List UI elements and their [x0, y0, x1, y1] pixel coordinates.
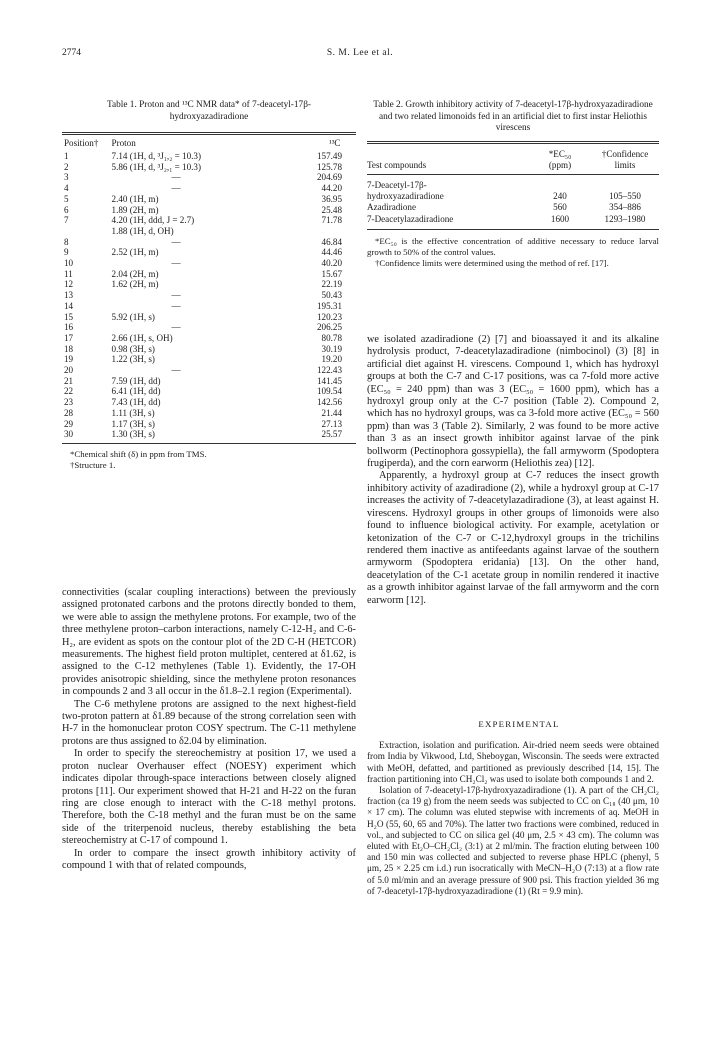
table1-row	[62, 312, 356, 323]
table1-cell-position: 2	[64, 161, 69, 172]
table1-cell-position: 7	[64, 215, 69, 226]
table1-cell-proton: 1.89 (2H, m)	[111, 204, 159, 215]
table2-header-row-2	[367, 160, 659, 171]
table1-cell-carbon: 46.84	[321, 236, 342, 247]
table1-row	[62, 322, 356, 333]
experimental-heading: EXPERIMENTAL	[478, 719, 560, 729]
table1-cell-proton: —	[171, 172, 181, 183]
table1-cell-carbon: 120.23	[316, 311, 342, 322]
table1-cell-position: 6	[64, 204, 69, 215]
table1-cell-proton: 0.98 (3H, s)	[111, 343, 155, 354]
table1-row	[62, 215, 356, 226]
table1-cell-proton: 5.86 (1H, d, ³J₂,₁ = 10.3)	[111, 161, 201, 172]
table1-cell-proton: —	[171, 322, 181, 333]
table1-row	[62, 419, 356, 430]
table1-footnote-2: †Structure 1.	[70, 459, 116, 470]
table1-cell-position: 22	[64, 386, 74, 397]
table2-cell-limits: 105–550	[609, 191, 641, 202]
table1-cell-position: 8	[64, 236, 69, 247]
table1-cell-carbon: 36.95	[321, 193, 342, 204]
table1-cell-position: 18	[64, 343, 74, 354]
table1-cell-position: 30	[64, 429, 74, 440]
table1-row	[62, 365, 356, 376]
right-paragraph-1: we isolated azadiradione (2) [7] and bioassayed it and its alkaline hydrolysis product, 7-deacetylazadiradione (nimbocinol) (3) [8] in artificial diet against H. virescens. Compound 1, which has hydroxyl groups at both the C-7 and C-17 positions, was ca 7-fold more active (EC₅₀ = 240 ppm) than was 3 (EC₅₀ = 1600 ppm), which has a hydroxyl group only at the C-7 position (Table 2). Compound 2, which has no hydroxyl groups, was ca 3-fold more active (EC₅₀ = 560 ppm) than was 3 (Table 2). Similarly, 2 was found to be more active than 3 as an insect growth inhibitor against larvae of the pink bollworm (Pectinophora gossypiella), the fall armyworm (Spodoptera frugiperda), and the corn earworm (Heliothis zea) [12].	[367, 334, 659, 470]
table2-header-row-1	[367, 149, 659, 160]
table1-cell-proton: 1.22 (3H, s)	[111, 354, 155, 365]
table1-cell-position: 23	[64, 397, 74, 408]
table1-row	[62, 151, 356, 162]
table1-cell-carbon: 157.49	[316, 151, 342, 161]
table1-cell-proton: 2.52 (1H, m)	[111, 247, 159, 258]
table1-row	[62, 162, 356, 173]
table1-cell-position: 29	[64, 418, 74, 429]
table1-cell-proton: 7.59 (1H, dd)	[111, 375, 161, 386]
table2-col-ec50: *EC₅₀	[548, 148, 572, 159]
table1-cell-proton: —	[171, 258, 181, 269]
table1-cell-carbon: 141.45	[316, 375, 342, 386]
table1-cell-proton: 7.14 (1H, d, ³J₁,₂ = 10.3)	[111, 151, 201, 161]
table1-cell-position: 12	[64, 279, 74, 290]
table1-row	[62, 376, 356, 387]
left-paragraph-3: In order to specify the stereochemistry at position 17, we used a proton nuclear Overhauser effect (NOESY) experiment which indicates dipolar through-space interactions between closely aligned protons [11]. Our experiment showed that H-21 and H-22 on the furan ring are close enough to interact with the C-18 methyl protons. Therefore, both the C-18 methyl and the furan must be on the same side of the triterpenoid nucleus, thereby establishing the beta stereochemistry at C-17 of compound 1.	[62, 748, 356, 847]
experimental-section	[367, 719, 659, 897]
table1-cell-carbon: 27.13	[321, 418, 342, 429]
table1-cell-proton: 4.20 (1H, ddd, J = 2.7)	[111, 215, 195, 226]
table2-cell-ec50	[529, 180, 591, 191]
table1-cell-position: 14	[64, 300, 74, 311]
experimental-paragraph-1: Extraction, isolation and purification. Air-dried neem seeds were obtained from India by Vikwood, Ltd, Sheboygan, Wisconsin. The seeds were extracted with MeOH, defatted, and partitioned as previously described [14, 15]. The fraction partitioning into CH₂Cl₂ was used to isolate both compounds 1 and 2.	[367, 740, 659, 784]
table1-row	[62, 237, 356, 248]
table1-cell-proton: 1.88 (1H, d, OH)	[111, 225, 174, 236]
table2-col-limits-sub: limits	[614, 159, 636, 170]
left-paragraph-4: In order to compare the insect growth inhibitory activity of compound 1 with that of related compounds,	[62, 847, 356, 871]
running-head-authors: S. M. Lee et al.	[326, 48, 394, 58]
table1-cell-carbon: 142.56	[316, 397, 342, 408]
table1-row	[62, 194, 356, 205]
table1-cell-carbon: 30.19	[321, 343, 342, 354]
table1-cell-proton: 2.40 (1H, m)	[111, 193, 159, 204]
table1-row	[62, 205, 356, 216]
table1-cell-proton: 1.30 (3H, s)	[111, 429, 155, 440]
table1-cell-proton: 5.92 (1H, s)	[111, 311, 155, 322]
experimental-paragraph-2: Isolation of 7-deacetyl-17β-hydroxyazadiradione (1). A part of the CH₂Cl₂ fraction (ca 19 g) from the neem seeds was subjected to CC on C₁₈ (40 μm, 10 × 17 cm). The column was eluted stepwise with increments of aq. MeOH in H₂O (55, 60, 65 and 70%). The latter two fractions were combined, reduced in vol., and subjected to CC on silica gel (40 μm, 2.5 × 43 cm). The column was eluted with Et₂O–CH₂Cl₂ (3:1) at 2 ml/min. The fraction eluting between 100 and 150 min was collected and subjected to reverse phase HPLC (phenyl, 5 μm, 25 × 2.25 cm i.d.) run isocratically with MeCN–H₂O (7:13) at a flow rate of 5.0 ml/min and an average pressure of 900 psi. This fraction yielded 36 mg of 7-deacetyl-17β-hydroxyazadiradione (1) (Rt = 9.9 min).	[367, 785, 659, 896]
table1-row	[62, 183, 356, 194]
left-paragraph-2: The C-6 methylene protons are assigned to the next highest-field two-proton pattern at δ1.89 because of the strong correlation seen with H-7 in the homonuclear proton COSY spectrum. The C-11 methylene protons are thus assigned to δ2.04 by elimination.	[62, 698, 356, 747]
table1-cell-proton: 7.43 (1H, dd)	[111, 397, 161, 408]
table2-body	[367, 180, 659, 225]
table2-cell-limits: 1293–1980	[604, 213, 646, 224]
table2-row	[367, 214, 659, 225]
table1	[62, 135, 356, 440]
table1-cell-position: 5	[64, 193, 69, 204]
table1-header-row	[62, 135, 356, 151]
table1-row	[62, 301, 356, 312]
table2-caption: Table 2. Growth inhibitory activity of 7-deacetyl-17β-hydroxyazadiradione and two related limonoids fed in an artificial diet to first instar Heliothis virescens	[373, 100, 653, 133]
table1-cell-position	[62, 226, 112, 237]
table1-cell-proton: —	[171, 300, 181, 311]
table2-cell-compound: Azadiradione	[367, 202, 416, 213]
table2-row	[367, 180, 659, 191]
table1-col-carbon: ¹³C	[328, 138, 341, 148]
table1-cell-carbon: 206.25	[316, 322, 342, 333]
left-paragraph-1: connectivities (scalar coupling interactions) between the previously assigned protonated carbons and the protons directly bonded to them, we were able to assign the methylene protons. For example, two of the three methylene proton–carbon interactions, namely C-12-H₂ and C-6-H₂, are evident as spots on the contour plot of the 2D C-H (HETCOR) measurements. The highest field proton multiplet, centered at δ1.62, is assigned to the C-12 methylenes (Table 1). Evidently, the 17-OH provides anisotropic shielding, since the methylene proton resonances in compounds 2 and 3 all occur in the δ1.8–2.1 region (Experimental).	[62, 587, 356, 698]
table1-row	[62, 258, 356, 269]
table1-cell-position: 21	[64, 375, 74, 386]
table2-cell-limits: 354–886	[609, 202, 641, 213]
table1-cell-proton: 1.62 (2H, m)	[111, 279, 159, 290]
table1-row	[62, 172, 356, 183]
table2-row	[367, 191, 659, 202]
table1-row	[62, 397, 356, 408]
table1-cell-position: 15	[64, 311, 74, 322]
table2-cell-ec50: 240	[553, 191, 567, 202]
table1-cell-proton: 1.17 (3H, s)	[111, 418, 155, 429]
table1-cell-carbon: 25.48	[321, 204, 342, 215]
table1-row	[62, 226, 356, 237]
table1-row	[62, 429, 356, 440]
table1-cell-carbon: 195.31	[316, 300, 342, 311]
table2-top-rule	[367, 141, 659, 144]
table1-caption: Table 1. Proton and ¹³C NMR data* of 7-deacetyl-17β-hydroxyazadiradione	[106, 100, 312, 122]
table1-cell-carbon: 19.20	[321, 354, 342, 365]
table1-row	[62, 354, 356, 365]
table1-row	[62, 269, 356, 280]
table1-cell-proton: —	[171, 183, 181, 194]
table1-cell-carbon: 204.69	[316, 172, 342, 183]
table2-row	[367, 202, 659, 213]
table2-footnote-1: *EC₅₀ is the effective concentration of additive necessary to reduce larval growth to 50% of the control values.	[367, 235, 659, 257]
table1-cell-position: 11	[64, 268, 73, 279]
table1-cell-position: 9	[64, 247, 69, 258]
table1-cell-position: 1	[64, 151, 69, 161]
table1-col-position: Position†	[64, 138, 99, 148]
table1-cell-proton: 2.04 (2H, m)	[111, 268, 159, 279]
table2-cell-ec50: 560	[553, 202, 567, 213]
table1-cell-position: 4	[64, 183, 69, 194]
table1-cell-carbon: 50.43	[321, 290, 342, 301]
table1-row	[62, 279, 356, 290]
table1-cell-carbon: 122.43	[316, 365, 342, 376]
table1-cell-carbon: 125.78	[316, 161, 342, 172]
table1-col-proton: Proton	[111, 138, 136, 148]
table1-cell-carbon: 71.78	[321, 215, 342, 226]
table1-cell-carbon: 25.57	[321, 429, 342, 440]
table2-header-rule	[367, 174, 659, 175]
table2-col-ec50-unit: (ppm)	[548, 159, 572, 170]
table1-cell-carbon: 21.44	[321, 407, 342, 418]
table1-cell-position: 20	[64, 365, 74, 376]
table1-cell-proton: —	[171, 290, 181, 301]
table1-cell-carbon: 80.78	[321, 332, 342, 343]
table2-col-compounds: Test compounds	[367, 159, 427, 170]
table1-cell-position: 16	[64, 322, 74, 333]
table1-cell-proton: —	[171, 236, 181, 247]
table1-row	[62, 290, 356, 301]
table1-cell-position: 3	[64, 172, 69, 183]
table1-cell-carbon	[317, 226, 356, 237]
table1-row	[62, 344, 356, 355]
table2-block	[367, 100, 659, 269]
table1-cell-carbon: 44.46	[321, 247, 342, 258]
left-column	[62, 100, 356, 471]
table1-cell-proton: 2.66 (1H, s, OH)	[111, 332, 173, 343]
right-body-text	[367, 334, 659, 607]
table1-cell-carbon: 44.20	[321, 183, 342, 194]
table2-cell-compound: hydroxyazadiradione	[367, 191, 444, 202]
table1-cell-position: 10	[64, 258, 74, 269]
table1-cell-proton: 1.11 (3H, s)	[111, 407, 155, 418]
table1-cell-carbon: 22.19	[321, 279, 342, 290]
table1-cell-carbon: 109.54	[316, 386, 342, 397]
table2-footnote-2: †Confidence limits were determined using the method of ref. [17].	[375, 257, 609, 268]
table2-cell-ec50: 1600	[550, 213, 570, 224]
table1-row	[62, 408, 356, 419]
table2	[367, 149, 659, 171]
table1-cell-position: 19	[64, 354, 74, 365]
table2-col-limits: †Confidence	[601, 148, 649, 159]
right-paragraph-2: Apparently, a hydroxyl group at C-7 reduces the insect growth inhibitory activity of azadiradione (2), while a hydroxyl group at C-17 increases the activity of 7-deacetylazadiradione (3), at least against H. virescens. Hydroxyl groups in other groups of limonoids were also found to influence biological activity. For example, acetylation or ketonization of the C-7 or C-12,hydroxyl groups in the trichilins rendered them inactive as antifeedants against larvae of the southern armyworm (Spodoptera eridania) [13]. On the other hand, deacetylation of the C-1 acetate group in nomilin rendered it inactive as a growth inhibitor against larvae of the fall armyworm and the corn earworm [12].	[367, 470, 659, 606]
table1-footnote-1: *Chemical shift (δ) in ppm from TMS.	[70, 448, 207, 459]
table2-cell-limits	[591, 180, 659, 191]
page-number: 2774	[62, 48, 81, 58]
table1-cell-position: 28	[64, 407, 74, 418]
table1-cell-proton: 6.41 (1H, dd)	[111, 386, 161, 397]
left-body-text	[62, 587, 356, 872]
table1-cell-carbon: 40.20	[321, 258, 342, 269]
table1-row	[62, 333, 356, 344]
table1-cell-carbon: 15.67	[321, 268, 342, 279]
table1-cell-position: 13	[64, 290, 74, 301]
table1-row	[62, 386, 356, 397]
table2-cell-compound: 7-Deacetyl-17β-	[367, 179, 427, 190]
table1-cell-proton: —	[171, 365, 181, 376]
table1-cell-position: 17	[64, 332, 74, 343]
table1-row	[62, 247, 356, 258]
running-header	[62, 48, 658, 62]
table2-cell-compound: 7-Deacetylazadiradione	[367, 213, 454, 224]
